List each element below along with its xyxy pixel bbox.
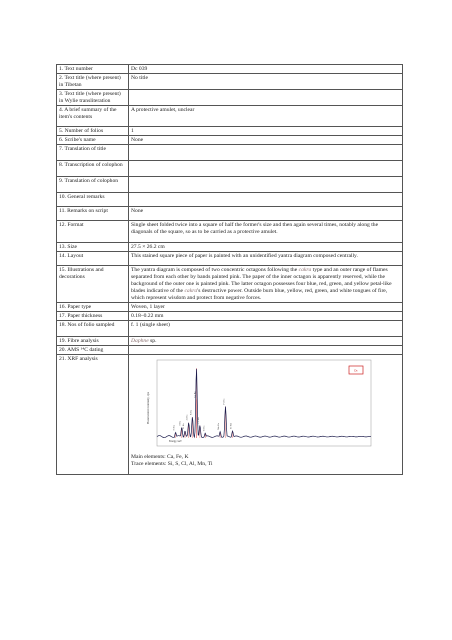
field-value bbox=[129, 346, 403, 355]
field-label: 10. General remarks bbox=[57, 193, 129, 207]
field-label: 13. Size bbox=[57, 243, 129, 252]
peak-label: Fe Kb bbox=[229, 422, 233, 429]
table-row bbox=[57, 312, 403, 321]
plot-frame bbox=[157, 360, 371, 446]
field-value bbox=[129, 266, 403, 303]
table-row bbox=[57, 145, 403, 161]
catalogue-record-table bbox=[56, 64, 403, 475]
x-axis-label: Energy, keV bbox=[169, 439, 182, 443]
field-label: 20. AMS ¹⁴C dating bbox=[57, 346, 129, 355]
field-value bbox=[129, 161, 403, 177]
table-row bbox=[57, 136, 403, 145]
table-row bbox=[57, 321, 403, 337]
table-row bbox=[57, 161, 403, 177]
table-row bbox=[57, 303, 403, 312]
field-label: 17. Paper thickness bbox=[57, 312, 129, 321]
table-row bbox=[57, 243, 403, 252]
field-label: 1. Text number bbox=[57, 65, 129, 74]
field-value bbox=[129, 90, 403, 106]
field-label: 2. Text title (where present) in Tibetan bbox=[57, 74, 129, 90]
field-value: This stained square piece of paper is painted with an unidentified yantra diagram composed centrally. bbox=[129, 252, 403, 266]
table-row bbox=[57, 90, 403, 106]
field-label: 11. Remarks on script bbox=[57, 207, 129, 221]
field-label: 8. Transcription of colophon bbox=[57, 161, 129, 177]
trace-elements-text: Trace elements: Si, S, Cl, Al, Mn, Ti bbox=[131, 460, 213, 467]
field-value: A protective amulet, unclear bbox=[129, 106, 403, 127]
value-part: type and an outer range of flames separated from each other by bands painted pink. The paper of the inner octagon is apparently reserved, while the background of the outer one is painted pink. The latter octagon possesses four blue, red, green, and yellow petal-like blades indicative of the bbox=[131, 266, 392, 294]
field-label: 16. Paper type bbox=[57, 303, 129, 312]
peak-label: Mn Ka bbox=[217, 422, 221, 430]
field-value: 0.18–0.22 mm bbox=[129, 312, 403, 321]
field-value bbox=[129, 145, 403, 161]
table-row bbox=[57, 337, 403, 346]
value-part: cakra bbox=[184, 287, 198, 294]
field-value bbox=[129, 337, 403, 346]
field-label: 21. XRF analysis bbox=[57, 355, 129, 475]
field-value: Woven, 1 layer bbox=[129, 303, 403, 312]
peak-label: S Ka bbox=[178, 420, 182, 425]
table-row bbox=[57, 177, 403, 193]
table-row bbox=[57, 127, 403, 136]
field-value: 1 bbox=[129, 127, 403, 136]
table-row bbox=[57, 346, 403, 355]
main-elements-text: Main elements: Ca, Fe, K bbox=[131, 453, 189, 460]
spectrum-curve bbox=[157, 368, 371, 437]
field-value bbox=[129, 177, 403, 193]
peak-label: K Ka bbox=[189, 409, 193, 415]
value-part: 's destructive power. Outside burn blue, yellow, red, green, and white tongues of fire, which represent wisdom and protect from negative forces. bbox=[131, 287, 388, 301]
field-value: 27.5 × 26.2 cm bbox=[129, 243, 403, 252]
value-part: The yantra diagram is composed of two concentric octagons following the bbox=[131, 266, 299, 273]
table-row bbox=[57, 74, 403, 90]
peak-label: Cl Ka bbox=[182, 422, 186, 429]
value-part: cakra bbox=[298, 266, 312, 273]
peak-label: Si Ka bbox=[172, 424, 176, 430]
field-label: 14. Layout bbox=[57, 252, 129, 266]
field-label: 19. Fibre analysis bbox=[57, 337, 129, 346]
field-value bbox=[129, 193, 403, 207]
peak-label: Fe Ka bbox=[222, 398, 226, 404]
legend-label: Dc bbox=[354, 368, 358, 372]
peak-label: Ca Ka bbox=[193, 390, 197, 397]
table-row bbox=[57, 355, 403, 475]
field-label: 6. Scribe's name bbox=[57, 136, 129, 145]
field-value: None bbox=[129, 207, 403, 221]
field-label: 18. Nos of folio sampled bbox=[57, 321, 129, 337]
y-axis-label: Fluorescence intensity, cps bbox=[146, 391, 150, 424]
field-label: 7. Translation of title bbox=[57, 145, 129, 161]
field-label: 5. Number of folios bbox=[57, 127, 129, 136]
table-row bbox=[57, 252, 403, 266]
peak-label: Ca Kb bbox=[196, 416, 200, 423]
field-label: 15. Illustrations and decorations bbox=[57, 266, 129, 303]
field-label: 12. Format bbox=[57, 221, 129, 243]
value-part: sp. bbox=[148, 337, 157, 344]
table-row bbox=[57, 193, 403, 207]
field-value: No title bbox=[129, 74, 403, 90]
table-row bbox=[57, 207, 403, 221]
table-row bbox=[57, 65, 403, 74]
table-row bbox=[57, 221, 403, 243]
peak-label: Ti Ka bbox=[202, 425, 206, 431]
field-label: 9. Translation of colophon bbox=[57, 177, 129, 193]
peak-label: Ar Ka bbox=[185, 414, 189, 421]
field-value: None bbox=[129, 136, 403, 145]
table-row bbox=[57, 266, 403, 303]
value-part: Daphne bbox=[131, 337, 149, 344]
field-label: 4. A brief summary of the item's contents bbox=[57, 106, 129, 127]
field-value: Single sheet folded twice into a square of half the former's size and then again several times, notably along the diagonals of the square, so as to be carried as a protective amulet. bbox=[129, 221, 403, 243]
xrf-analysis-cell bbox=[129, 355, 403, 475]
field-value: f. 1 (single sheet) bbox=[129, 321, 403, 337]
xrf-spectrum-chart bbox=[143, 358, 373, 452]
field-label: 3. Text title (where present) in Wylie transliteration bbox=[57, 90, 129, 106]
table-row bbox=[57, 106, 403, 127]
field-value: Dc 039 bbox=[129, 65, 403, 74]
